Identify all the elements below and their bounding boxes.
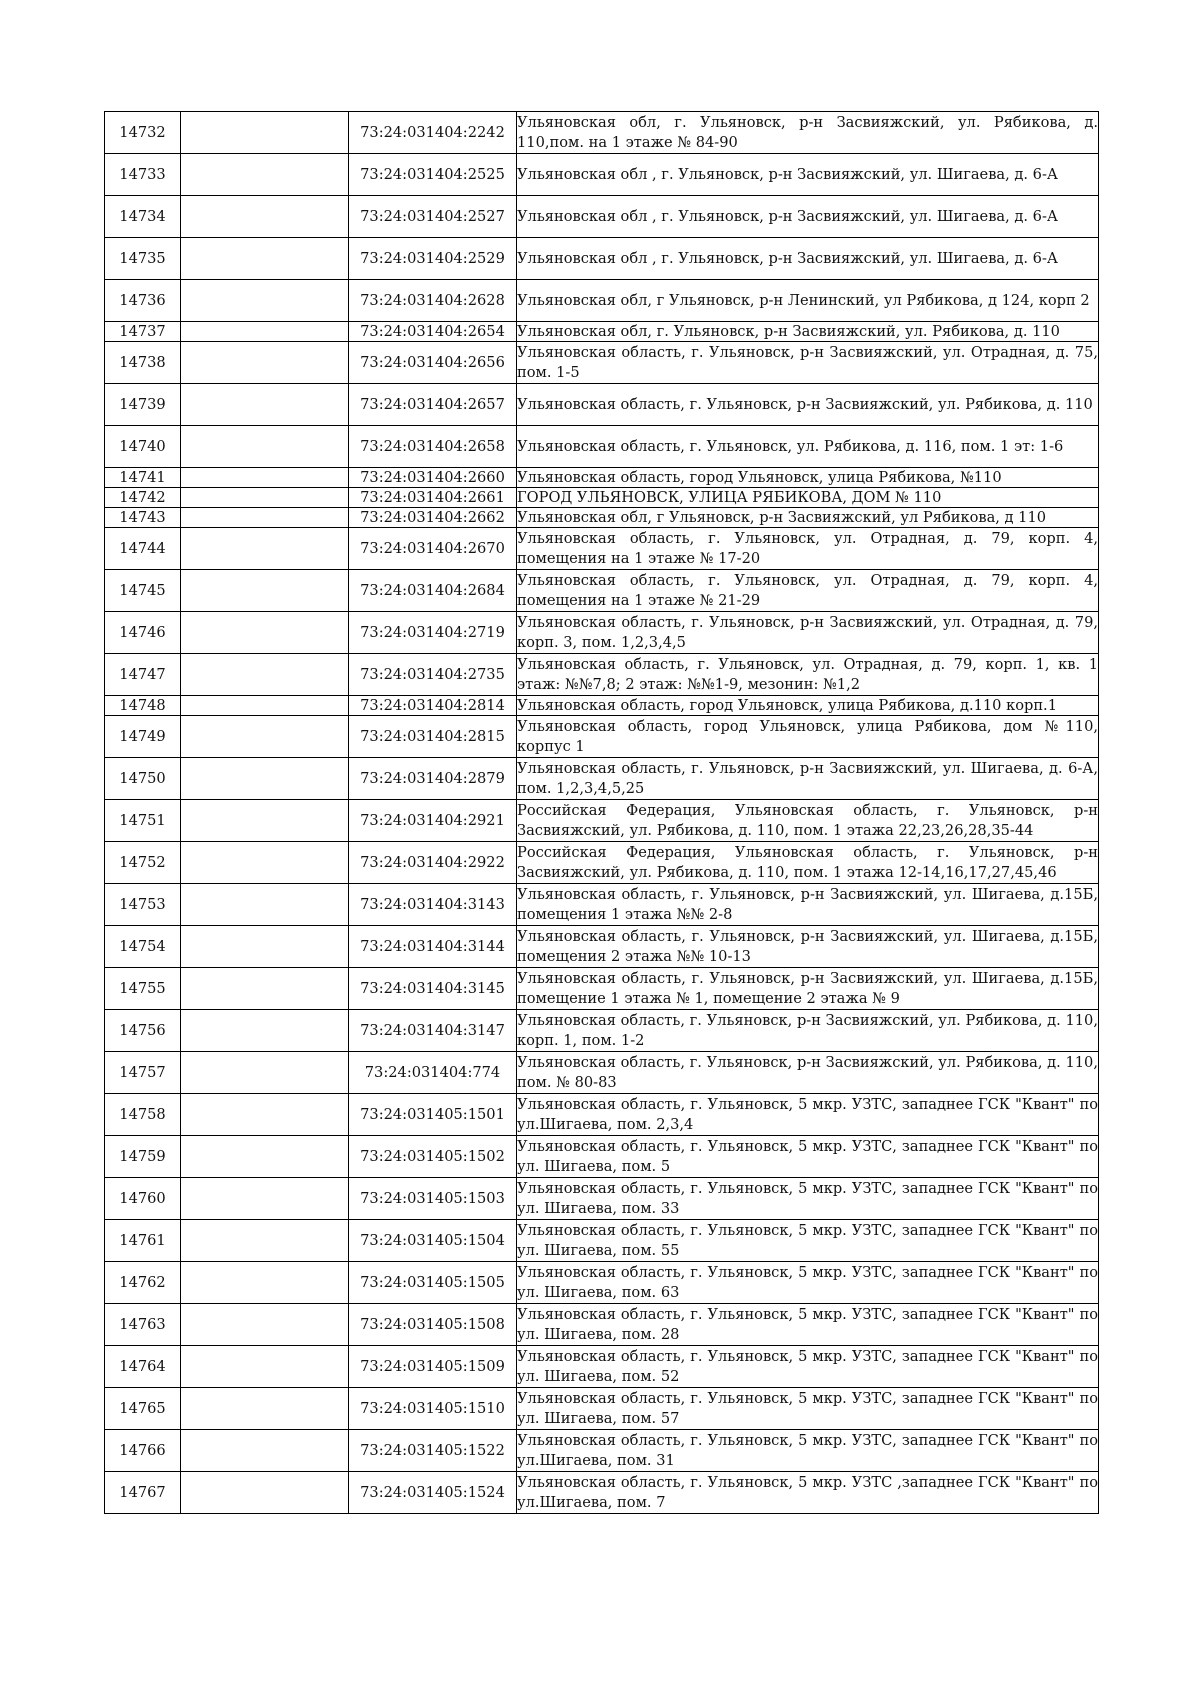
table-row (105, 654, 1099, 696)
empty-cell (181, 1220, 349, 1262)
address: Ульяновская область, город Ульяновск, улица Рябикова, дом №110, корпус 1 (517, 716, 1099, 758)
cadastral-number: 73:24:031404:2670 (349, 528, 517, 570)
empty-cell (181, 1388, 349, 1430)
cadastral-number: 73:24:031404:3143 (349, 884, 517, 926)
table-row (105, 1136, 1099, 1178)
address: Ульяновская область, г. Ульяновск, ул. Отрадная, д. 79, корп. 4, помещения на 1 этаже № 21-29 (517, 570, 1099, 612)
cadastral-number: 73:24:031404:2658 (349, 426, 517, 468)
cadastral-number: 73:24:031404:3147 (349, 1010, 517, 1052)
empty-cell (181, 384, 349, 426)
table-row (105, 508, 1099, 528)
row-number: 14745 (105, 570, 181, 612)
cadastral-number: 73:24:031404:2654 (349, 322, 517, 342)
empty-cell (181, 1262, 349, 1304)
empty-cell (181, 800, 349, 842)
address: Ульяновская область, г. Ульяновск, ул. Рябикова, д. 116, пом. 1 эт: 1-6 (517, 426, 1099, 468)
address: Ульяновская область, г. Ульяновск, ул. Отрадная, д. 79, корп. 4, помещения на 1 этаже № 17-20 (517, 528, 1099, 570)
address: Ульяновская область, г. Ульяновск, 5 мкр. УЗТС, западнее ГСК "Квант" по ул.Шигаева, пом. 2,3,4 (517, 1094, 1099, 1136)
empty-cell (181, 654, 349, 696)
row-number: 14756 (105, 1010, 181, 1052)
address: Ульяновская область, г. Ульяновск, р-н Засвияжский, ул. Рябикова, д. 110 (517, 384, 1099, 426)
row-number: 14750 (105, 758, 181, 800)
row-number: 14744 (105, 528, 181, 570)
empty-cell (181, 322, 349, 342)
row-number: 14737 (105, 322, 181, 342)
address: Ульяновская область, город Ульяновск, улица Рябикова, д.110 корп.1 (517, 696, 1099, 716)
row-number: 14763 (105, 1304, 181, 1346)
registry-table (104, 111, 1099, 1514)
empty-cell (181, 968, 349, 1010)
address: Ульяновская область, г. Ульяновск, р-н Засвияжский, ул. Шигаева, д. 6-А, пом. 1,2,3,4,5,25 (517, 758, 1099, 800)
table-row (105, 570, 1099, 612)
address: Ульяновская область, г. Ульяновск, р-н Засвияжский, ул. Отрадная, д. 75, пом. 1-5 (517, 342, 1099, 384)
table-row (105, 488, 1099, 508)
row-number: 14767 (105, 1472, 181, 1514)
address: Ульяновская обл, г Ульяновск, р-н Ленинский, ул Рябикова, д 124, корп 2 (517, 280, 1099, 322)
empty-cell (181, 468, 349, 488)
row-number: 14738 (105, 342, 181, 384)
empty-cell (181, 488, 349, 508)
table-row (105, 1388, 1099, 1430)
cadastral-number: 73:24:031404:2660 (349, 468, 517, 488)
address: Ульяновская обл , г. Ульяновск, р-н Засвияжский, ул. Шигаева, д. 6-А (517, 238, 1099, 280)
row-number: 14733 (105, 154, 181, 196)
row-number: 14764 (105, 1346, 181, 1388)
table-row (105, 800, 1099, 842)
empty-cell (181, 1472, 349, 1514)
cadastral-number: 73:24:031404:2815 (349, 716, 517, 758)
cadastral-number: 73:24:031404:2661 (349, 488, 517, 508)
empty-cell (181, 1430, 349, 1472)
row-number: 14762 (105, 1262, 181, 1304)
empty-cell (181, 1346, 349, 1388)
empty-cell (181, 1136, 349, 1178)
row-number: 14743 (105, 508, 181, 528)
empty-cell (181, 112, 349, 154)
row-number: 14749 (105, 716, 181, 758)
row-number: 14739 (105, 384, 181, 426)
table-row (105, 238, 1099, 280)
row-number: 14765 (105, 1388, 181, 1430)
cadastral-number: 73:24:031404:2656 (349, 342, 517, 384)
address: Ульяновская область, г. Ульяновск, 5 мкр. УЗТС, западнее ГСК "Квант" по ул. Шигаева, пом. 33 (517, 1178, 1099, 1220)
table-row (105, 1178, 1099, 1220)
cadastral-number: 73:24:031404:2657 (349, 384, 517, 426)
row-number: 14735 (105, 238, 181, 280)
address: Ульяновская область, г. Ульяновск, р-н Засвияжский, ул. Шигаева, д.15Б, помещения 2 этажа №№ 10-13 (517, 926, 1099, 968)
address: Ульяновская область, г. Ульяновск, 5 мкр. УЗТС, западнее ГСК "Квант" по ул. Шигаева, пом. 52 (517, 1346, 1099, 1388)
address: Ульяновская область, г. Ульяновск, 5 мкр. УЗТС, западнее ГСК "Квант" по ул.Шигаева, пом. 31 (517, 1430, 1099, 1472)
cadastral-number: 73:24:031404:3145 (349, 968, 517, 1010)
row-number: 14755 (105, 968, 181, 1010)
row-number: 14741 (105, 468, 181, 488)
cadastral-number: 73:24:031405:1501 (349, 1094, 517, 1136)
address: Ульяновская область, г. Ульяновск, р-н Засвияжский, ул. Отрадная, д. 79, корп. 3, пом. 1,2,3,4,5 (517, 612, 1099, 654)
empty-cell (181, 884, 349, 926)
row-number: 14753 (105, 884, 181, 926)
table-row (105, 468, 1099, 488)
cadastral-number: 73:24:031404:2527 (349, 196, 517, 238)
row-number: 14740 (105, 426, 181, 468)
empty-cell (181, 1178, 349, 1220)
address: ГОРОД УЛЬЯНОВСК, УЛИЦА РЯБИКОВА, ДОМ № 110 (517, 488, 1099, 508)
table-row (105, 1094, 1099, 1136)
address: Ульяновская обл, г. Ульяновск, р-н Засвияжский, ул. Рябикова, д. 110 (517, 322, 1099, 342)
address: Ульяновская область, г. Ульяновск, 5 мкр. УЗТС, западнее ГСК "Квант" по ул. Шигаева, пом. 55 (517, 1220, 1099, 1262)
empty-cell (181, 280, 349, 322)
cadastral-number: 73:24:031405:1510 (349, 1388, 517, 1430)
table-row (105, 384, 1099, 426)
empty-cell (181, 926, 349, 968)
address: Ульяновская обл, г Ульяновск, р-н Засвияжский, ул Рябикова, д 110 (517, 508, 1099, 528)
cadastral-number: 73:24:031405:1505 (349, 1262, 517, 1304)
empty-cell (181, 426, 349, 468)
address: Ульяновская область, г. Ульяновск, 5 мкр. УЗТС, западнее ГСК "Квант" по ул. Шигаева, пом. 57 (517, 1388, 1099, 1430)
table-row (105, 426, 1099, 468)
table-row (105, 612, 1099, 654)
table-row (105, 1052, 1099, 1094)
row-number: 14747 (105, 654, 181, 696)
table-row (105, 968, 1099, 1010)
table-row (105, 696, 1099, 716)
empty-cell (181, 154, 349, 196)
empty-cell (181, 612, 349, 654)
table-row (105, 342, 1099, 384)
address: Российская Федерация, Ульяновская область, г. Ульяновск, р-н Засвияжский, ул. Рябикова, д. 110, пом. 1 этажа 12-14,16,17,27,45,46 (517, 842, 1099, 884)
empty-cell (181, 1010, 349, 1052)
table-row (105, 1304, 1099, 1346)
cadastral-number: 73:24:031404:2814 (349, 696, 517, 716)
row-number: 14734 (105, 196, 181, 238)
address: Ульяновская область, г. Ульяновск, 5 мкр. УЗТС, западнее ГСК "Квант" по ул. Шигаева, пом. 5 (517, 1136, 1099, 1178)
table-row (105, 528, 1099, 570)
row-number: 14751 (105, 800, 181, 842)
row-number: 14742 (105, 488, 181, 508)
registry-table-body (105, 112, 1099, 1514)
address: Российская Федерация, Ульяновская область, г. Ульяновск, р-н Засвияжский, ул. Рябикова, д. 110, пом. 1 этажа 22,23,26,28,35-44 (517, 800, 1099, 842)
table-row (105, 154, 1099, 196)
cadastral-number: 73:24:031405:1502 (349, 1136, 517, 1178)
address: Ульяновская область, г. Ульяновск, 5 мкр. УЗТС, западнее ГСК "Квант" по ул. Шигаева, пом. 28 (517, 1304, 1099, 1346)
cadastral-number: 73:24:031404:2719 (349, 612, 517, 654)
cadastral-number: 73:24:031405:1524 (349, 1472, 517, 1514)
table-row (105, 842, 1099, 884)
cadastral-number: 73:24:031404:2922 (349, 842, 517, 884)
address: Ульяновская область, г. Ульяновск, ул. Отрадная, д. 79, корп. 1, кв. 1 этаж: №№7,8; 2 этаж: №№1-9, мезонин: №1,2 (517, 654, 1099, 696)
empty-cell (181, 696, 349, 716)
row-number: 14761 (105, 1220, 181, 1262)
row-number: 14757 (105, 1052, 181, 1094)
empty-cell (181, 238, 349, 280)
table-row (105, 1472, 1099, 1514)
cadastral-number: 73:24:031404:2525 (349, 154, 517, 196)
empty-cell (181, 716, 349, 758)
table-row (105, 758, 1099, 800)
empty-cell (181, 570, 349, 612)
address: Ульяновская область, г. Ульяновск, 5 мкр. УЗТС ,западнее ГСК "Квант" по ул.Шигаева, пом. 7 (517, 1472, 1099, 1514)
address: Ульяновская область, г. Ульяновск, р-н Засвияжский, ул. Рябикова, д. 110, пом. № 80-83 (517, 1052, 1099, 1094)
cadastral-number: 73:24:031404:2662 (349, 508, 517, 528)
table-row (105, 1430, 1099, 1472)
table-row (105, 1220, 1099, 1262)
empty-cell (181, 758, 349, 800)
row-number: 14736 (105, 280, 181, 322)
cadastral-number: 73:24:031405:1504 (349, 1220, 517, 1262)
row-number: 14732 (105, 112, 181, 154)
address: Ульяновская область, город Ульяновск, улица Рябикова, №110 (517, 468, 1099, 488)
row-number: 14759 (105, 1136, 181, 1178)
empty-cell (181, 528, 349, 570)
table-row (105, 1010, 1099, 1052)
empty-cell (181, 1094, 349, 1136)
address: Ульяновская область, г. Ульяновск, р-н Засвияжский, ул. Шигаева, д.15Б, помещение 1 этажа № 1, помещение 2 этажа № 9 (517, 968, 1099, 1010)
row-number: 14758 (105, 1094, 181, 1136)
table-row (105, 322, 1099, 342)
empty-cell (181, 1304, 349, 1346)
table-row (105, 926, 1099, 968)
cadastral-number: 73:24:031404:2529 (349, 238, 517, 280)
row-number: 14746 (105, 612, 181, 654)
row-number: 14760 (105, 1178, 181, 1220)
cadastral-number: 73:24:031405:1508 (349, 1304, 517, 1346)
table-row (105, 884, 1099, 926)
table-row (105, 196, 1099, 238)
cadastral-number: 73:24:031404:2628 (349, 280, 517, 322)
cadastral-number: 73:24:031405:1522 (349, 1430, 517, 1472)
row-number: 14748 (105, 696, 181, 716)
row-number: 14766 (105, 1430, 181, 1472)
address: Ульяновская обл , г. Ульяновск, р-н Засвияжский, ул. Шигаева, д. 6-А (517, 154, 1099, 196)
address: Ульяновская область, г. Ульяновск, р-н Засвияжский, ул. Шигаева, д.15Б, помещения 1 этажа №№ 2-8 (517, 884, 1099, 926)
table-row (105, 1262, 1099, 1304)
address: Ульяновская область, г. Ульяновск, р-н Засвияжский, ул. Рябикова, д. 110, корп. 1, пом. 1-2 (517, 1010, 1099, 1052)
empty-cell (181, 1052, 349, 1094)
empty-cell (181, 842, 349, 884)
table-row (105, 112, 1099, 154)
row-number: 14752 (105, 842, 181, 884)
row-number: 14754 (105, 926, 181, 968)
table-row (105, 1346, 1099, 1388)
cadastral-number: 73:24:031404:2242 (349, 112, 517, 154)
table-row (105, 716, 1099, 758)
cadastral-number: 73:24:031404:3144 (349, 926, 517, 968)
address: Ульяновская область, г. Ульяновск, 5 мкр. УЗТС, западнее ГСК "Квант" по ул. Шигаева, пом. 63 (517, 1262, 1099, 1304)
cadastral-number: 73:24:031404:774 (349, 1052, 517, 1094)
cadastral-number: 73:24:031404:2921 (349, 800, 517, 842)
empty-cell (181, 508, 349, 528)
cadastral-number: 73:24:031405:1503 (349, 1178, 517, 1220)
empty-cell (181, 342, 349, 384)
cadastral-number: 73:24:031405:1509 (349, 1346, 517, 1388)
table-row (105, 280, 1099, 322)
cadastral-number: 73:24:031404:2684 (349, 570, 517, 612)
address: Ульяновская обл , г. Ульяновск, р-н Засвияжский, ул. Шигаева, д. 6-А (517, 196, 1099, 238)
cadastral-number: 73:24:031404:2879 (349, 758, 517, 800)
address: Ульяновская обл, г. Ульяновск, р-н Засвияжский, ул. Рябикова, д. 110,пом. на 1 этаже № 84-90 (517, 112, 1099, 154)
cadastral-number: 73:24:031404:2735 (349, 654, 517, 696)
empty-cell (181, 196, 349, 238)
